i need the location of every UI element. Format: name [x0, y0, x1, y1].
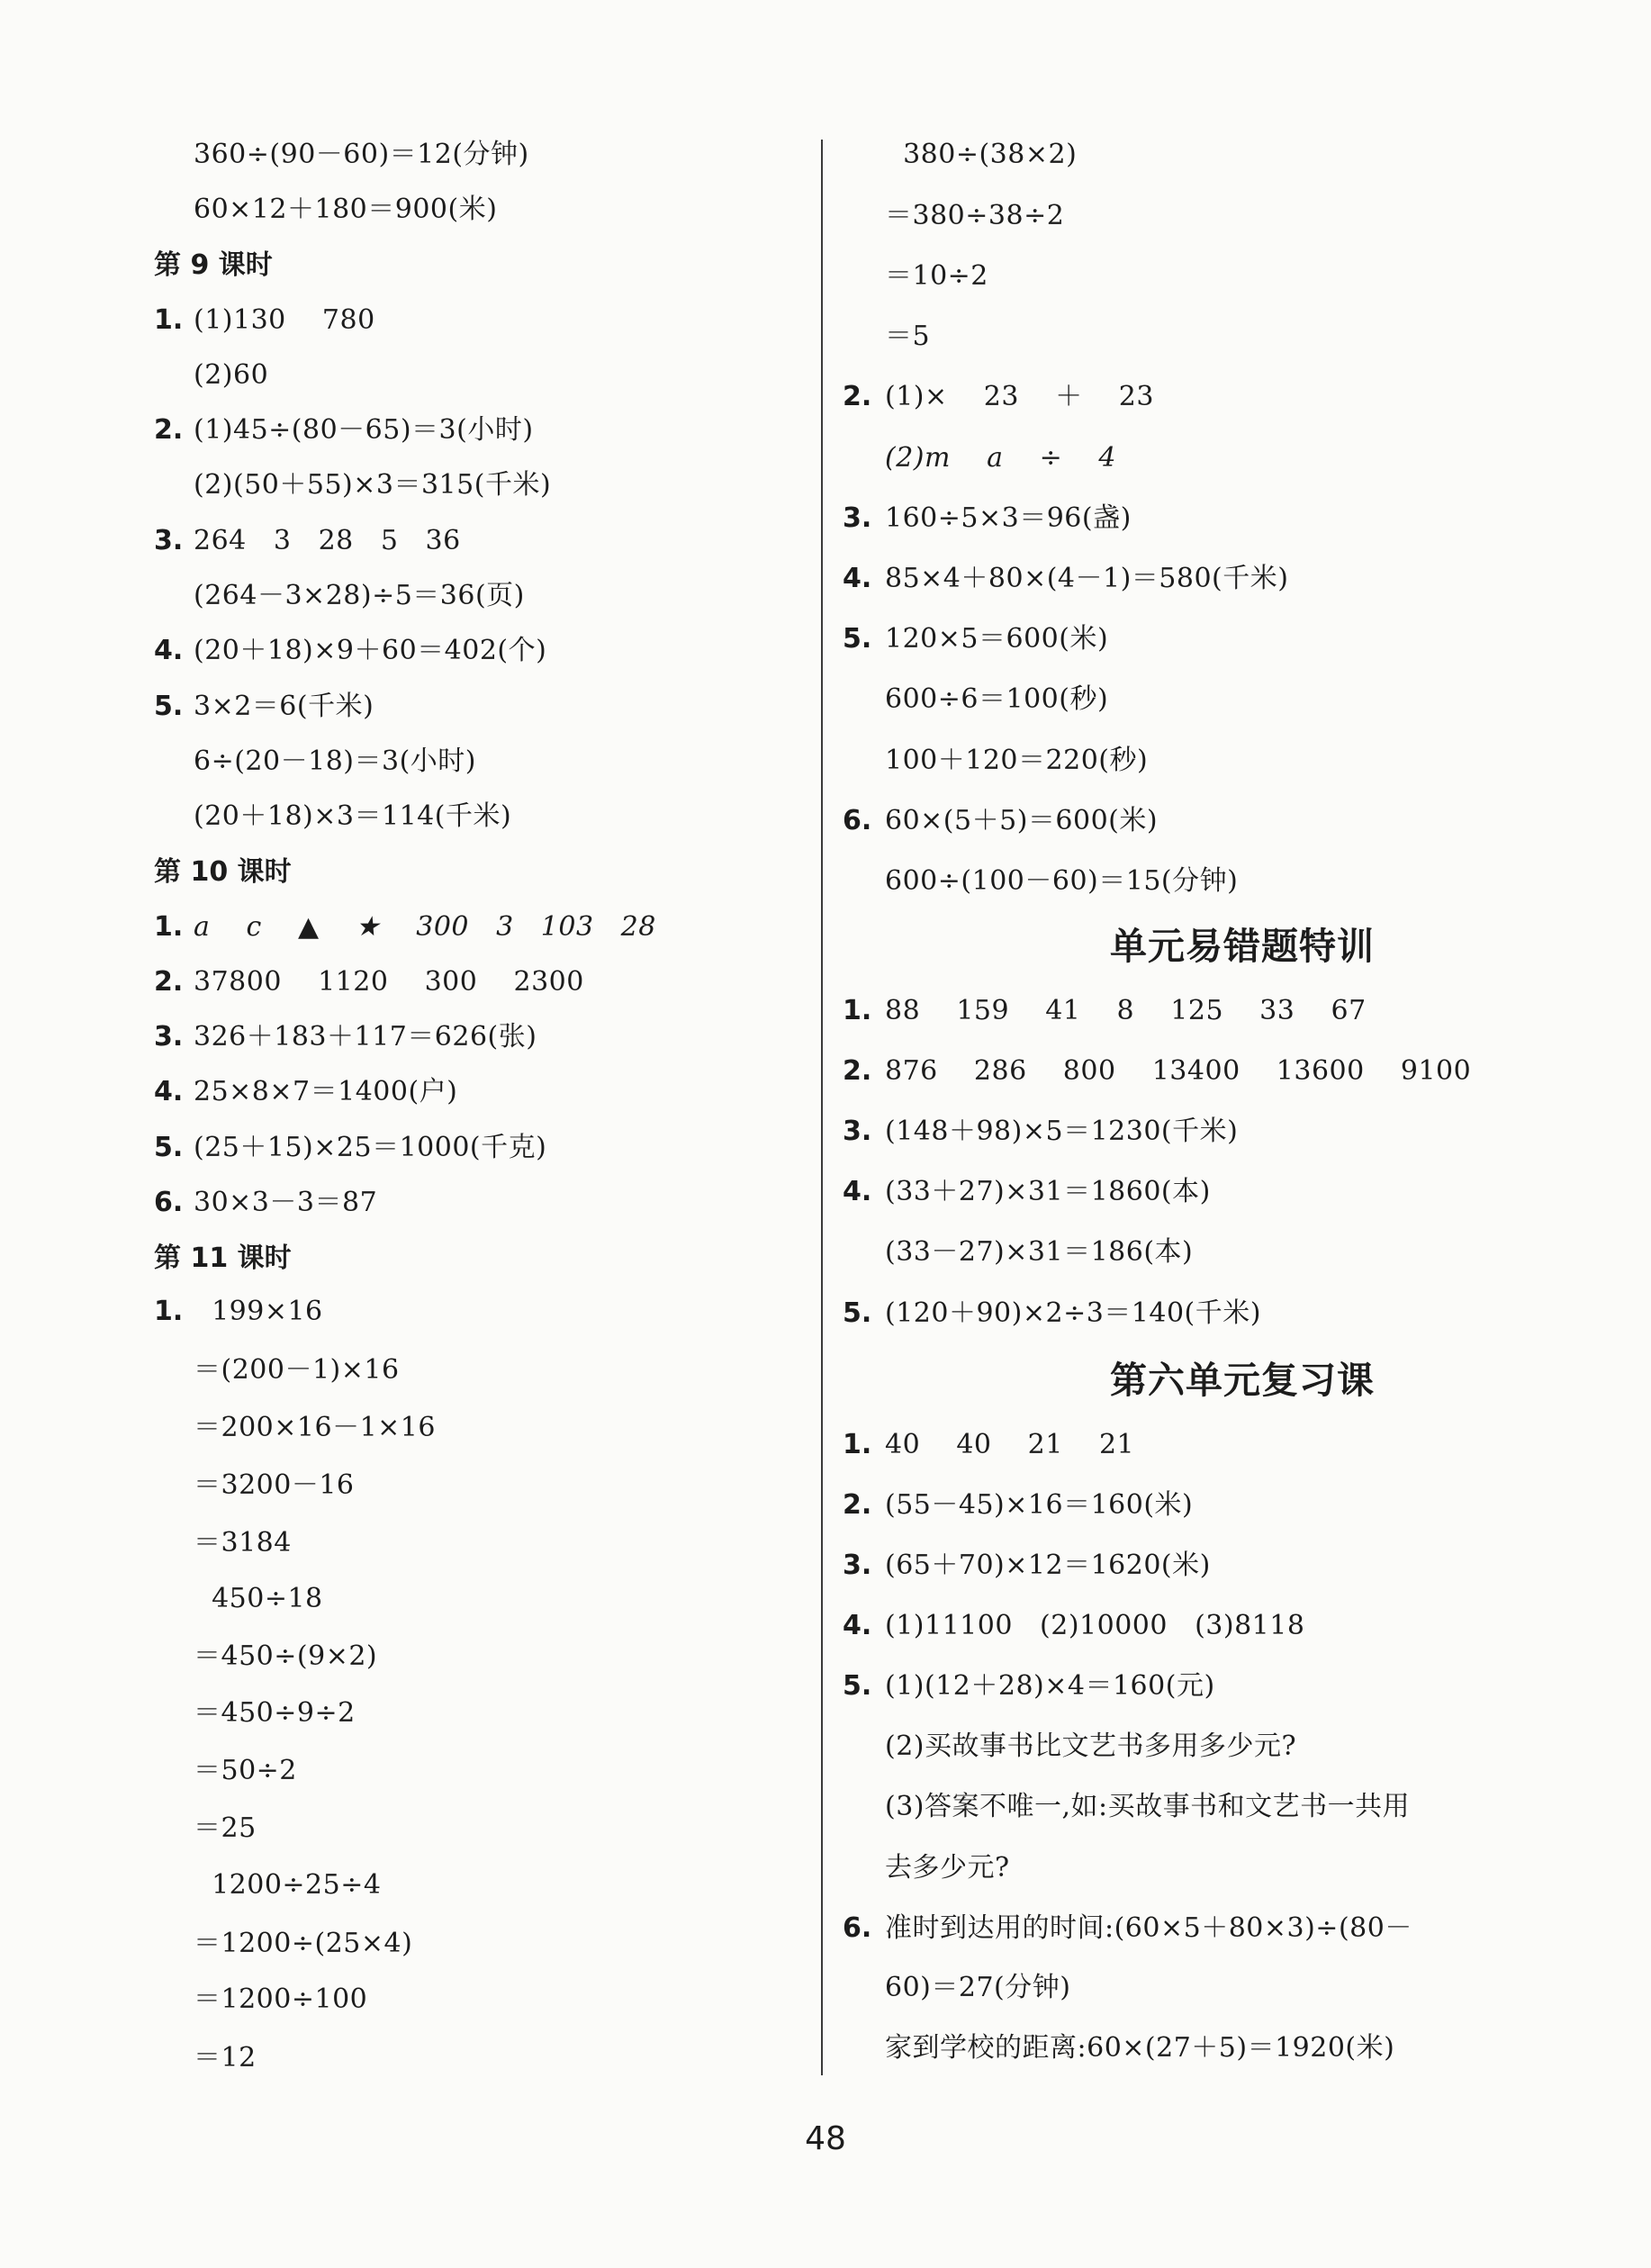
- answer-text: (33＋27)×31＝1860(本): [885, 1176, 1211, 1207]
- answer-text: 准时到达用的时间:(60×5＋80×3)÷(80－: [885, 1912, 1412, 1944]
- answer-text: (1)× 23 ＋ 23: [885, 381, 1154, 412]
- item-number: 5.: [154, 691, 184, 722]
- item-number: 6.: [843, 1912, 872, 1944]
- section-title: 单元易错题特训: [1110, 925, 1375, 968]
- answer-text: (65＋70)×12＝1620(米): [885, 1550, 1211, 1581]
- answer-line: ＝450÷(9×2): [194, 1640, 378, 1672]
- answer-text: 326＋183＋117＝626(张): [194, 1021, 537, 1053]
- answer-line: 6÷(20－18)＝3(小时): [194, 745, 476, 777]
- answer-text: 30×3－3＝87: [194, 1187, 378, 1218]
- section-title: 第六单元复习课: [1110, 1359, 1375, 1402]
- answer-text: (25＋15)×25＝1000(千克): [194, 1132, 547, 1163]
- answer-line: (264－3×28)÷5＝36(页): [194, 580, 525, 611]
- answer-text: (1)130 780: [194, 304, 375, 336]
- answer-line: ＝5: [885, 321, 931, 352]
- answer-text: 37800 1120 300 2300: [194, 966, 584, 998]
- item-number: 3.: [843, 1550, 872, 1581]
- item-number: 4.: [843, 1610, 872, 1641]
- answer-line: 360÷(90－60)＝12(分钟): [194, 139, 529, 170]
- column-divider: [821, 140, 823, 2075]
- answer-line: ＝3200－16: [194, 1469, 355, 1501]
- item-number: 2.: [843, 1489, 872, 1521]
- answer-text: (1)45÷(80－65)＝3(小时): [194, 414, 534, 446]
- answer-line: 去多少元?: [885, 1852, 1010, 1884]
- answer-line: (2)买故事书比文艺书多用多少元?: [885, 1730, 1297, 1762]
- item-number: 1.: [154, 1296, 184, 1327]
- item-number: 4.: [843, 563, 872, 594]
- answer-text: 3×2＝6(千米): [194, 691, 374, 722]
- answer-line: 60)＝27(分钟): [885, 1972, 1071, 2003]
- answer-text: 160÷5×3＝96(盏): [885, 502, 1132, 534]
- lesson-heading: 第 10 课时: [154, 856, 292, 888]
- answer-line: (20＋18)×3＝114(千米): [194, 800, 512, 832]
- item-number: 4.: [843, 1176, 872, 1207]
- answer-text: (148＋98)×5＝1230(千米): [885, 1116, 1239, 1147]
- item-number: 4.: [154, 1076, 184, 1107]
- item-number: 5.: [843, 1670, 872, 1702]
- answer-line: 600÷(100－60)＝15(分钟): [885, 865, 1239, 897]
- answer-line: (2)(50＋55)×3＝315(千米): [194, 469, 552, 501]
- answer-line: 家到学校的距离:60×(27＋5)＝1920(米): [885, 2032, 1395, 2064]
- answer-line: ＝380÷38÷2: [885, 200, 1065, 231]
- answer-text: 120×5＝600(米): [885, 623, 1109, 655]
- answer-line: 600÷6＝100(秒): [885, 683, 1109, 715]
- answer-line: ＝50÷2: [194, 1755, 297, 1786]
- item-number: 4.: [154, 635, 184, 666]
- answer-text: 25×8×7＝1400(户): [194, 1076, 458, 1107]
- item-number: 2.: [154, 414, 184, 446]
- answer-line: 380÷(38×2): [885, 139, 1078, 170]
- answer-text: 85×4＋80×(4－1)＝580(千米): [885, 563, 1289, 594]
- item-number: 2.: [154, 966, 184, 998]
- answer-text: a c ▲ ★ 300 3 103 28: [194, 911, 656, 943]
- answer-line: (2)60: [194, 359, 269, 391]
- item-number: 3.: [843, 1116, 872, 1147]
- answer-text: 876 286 800 13400 13600 9100: [885, 1055, 1472, 1087]
- item-number: 3.: [843, 502, 872, 534]
- item-number: 5.: [843, 623, 872, 655]
- answer-text: (1)11100 (2)10000 (3)8118: [885, 1610, 1305, 1641]
- answer-line: ＝25: [194, 1812, 257, 1844]
- answer-text: 88 159 41 8 125 33 67: [885, 995, 1367, 1026]
- item-number: 2.: [843, 1055, 872, 1087]
- answer-text: (120＋90)×2÷3＝140(千米): [885, 1297, 1261, 1329]
- item-number: 1.: [843, 995, 872, 1026]
- answer-text: 264 3 28 5 36: [194, 525, 461, 556]
- answer-line: (3)答案不唯一,如:买故事书和文艺书一共用: [885, 1791, 1411, 1822]
- item-number: 5.: [843, 1297, 872, 1329]
- answer-text: 199×16: [194, 1296, 323, 1327]
- answer-line: 450÷18: [194, 1583, 323, 1614]
- answer-line: ＝200×16－1×16: [194, 1412, 436, 1443]
- item-number: 6.: [154, 1187, 184, 1218]
- answer-line: (2)m a ÷ 4: [885, 442, 1116, 474]
- answer-line: 60×12＋180＝900(米): [194, 194, 498, 225]
- item-number: 1.: [154, 911, 184, 943]
- answer-line: ＝1200÷100: [194, 1983, 368, 2015]
- item-number: 6.: [843, 805, 872, 836]
- answer-text: 60×(5＋5)＝600(米): [885, 805, 1159, 836]
- item-number: 1.: [154, 304, 184, 336]
- item-number: 1.: [843, 1429, 872, 1460]
- answer-line: ＝10÷2: [885, 260, 988, 292]
- answer-line: 100＋120＝220(秒): [885, 745, 1149, 776]
- answer-text: (1)(12＋28)×4＝160(元): [885, 1670, 1215, 1702]
- item-number: 2.: [843, 381, 872, 412]
- answer-line: ＝(200－1)×16: [194, 1354, 400, 1386]
- item-number: 3.: [154, 525, 184, 556]
- answer-text: (55－45)×16＝160(米): [885, 1489, 1194, 1521]
- answer-line: ＝12: [194, 2042, 257, 2074]
- answer-line: ＝1200÷(25×4): [194, 1928, 413, 1959]
- lesson-heading: 第 9 课时: [154, 249, 273, 281]
- answer-text: (20＋18)×9＋60＝402(个): [194, 635, 547, 666]
- lesson-heading: 第 11 课时: [154, 1242, 292, 1274]
- answer-line: ＝450÷9÷2: [194, 1697, 356, 1729]
- answer-line: ＝3184: [194, 1527, 292, 1559]
- item-number: 5.: [154, 1132, 184, 1163]
- item-number: 3.: [154, 1021, 184, 1053]
- answer-line: 1200÷25÷4: [194, 1869, 382, 1901]
- answer-text: 40 40 21 21: [885, 1429, 1135, 1460]
- page-number: 48: [805, 2120, 846, 2157]
- answer-line: (33－27)×31＝186(本): [885, 1236, 1194, 1268]
